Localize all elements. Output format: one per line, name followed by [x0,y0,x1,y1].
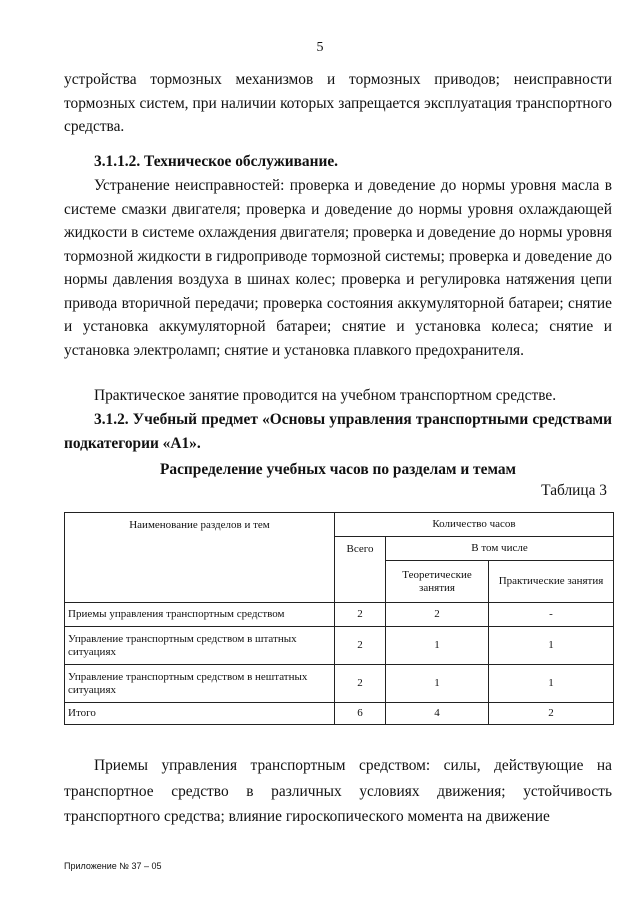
table-row [65,665,614,703]
row-total: 2 [335,665,386,703]
paragraph-maintenance: Устранение неисправностей: проверка и доведение до нормы уровня масла в системе смазки двигателя; проверка и доведение до нормы уровня охлаждающей жидкости в системе охлаждения двигателя; проверка и доведение до нормы уровня тормозной жидкости в гидроприводе тормозной системы; проверка и доведение до нормы давления воздуха в шинах колес; проверка и регулировка натяжения цепи привода вторичной передачи; проверка состояния аккумуляторной батареи; снятие и установка аккумуляторной батареи; снятие и установка колеса; снятие и установка электроламп; снятие и установка плавкого предохранителя. [64,177,612,359]
section-heading-maintenance: 3.1.1.2. Техническое обслуживание. [94,153,339,170]
row-practice: - [489,603,614,627]
header-including: В том числе [386,537,614,561]
header-name: Наименование разделов и тем [65,513,335,603]
table-header-row [65,513,614,537]
row-name: Приемы управления транспортным средством [65,603,335,627]
header-total: Всего [335,537,386,603]
paragraph-brakes: устройства тормозных механизмов и тормозных приводов; неисправности тормозных систем, при наличии которых запрещается эксплуатация транспортного средства. [64,71,612,135]
row-theory: 1 [386,627,489,665]
summary-theory: 4 [386,703,489,725]
table-row [65,603,614,627]
table-summary-row [65,703,614,725]
paragraph-handling: Приемы управления транспортным средством: силы, действующие на транспортное средство в различных условиях движения; устойчивость транспортного средства; влияние гироскопического момента на движение [64,757,612,825]
header-hours: Количество часов [335,513,614,537]
table-title: Распределение учебных часов по разделам и темам [160,461,516,478]
summary-total: 6 [335,703,386,725]
row-name: Управление транспортным средством в нештатных ситуациях [65,665,335,703]
footer-appendix: Приложение № 37 – 05 [64,861,162,871]
page-number: 5 [316,40,324,55]
header-practice: Практические занятия [489,561,614,603]
summary-practice: 2 [489,703,614,725]
hours-table [64,512,614,725]
row-name: Управление транспортным средством в штатных ситуациях [65,627,335,665]
table-label: Таблица 3 [541,482,607,499]
row-theory: 1 [386,665,489,703]
paragraph-practice-note: Практическое занятие проводится на учебном транспортном средстве. [94,387,557,404]
table-row [65,627,614,665]
section-heading-subject: 3.1.2. Учебный предмет «Основы управления транспортными средствами подкатегории «А1». [64,411,612,452]
row-total: 2 [335,627,386,665]
header-theory: Теоретические занятия [386,561,489,603]
summary-name: Итого [65,703,335,725]
row-total: 2 [335,603,386,627]
row-practice: 1 [489,665,614,703]
row-practice: 1 [489,627,614,665]
row-theory: 2 [386,603,489,627]
